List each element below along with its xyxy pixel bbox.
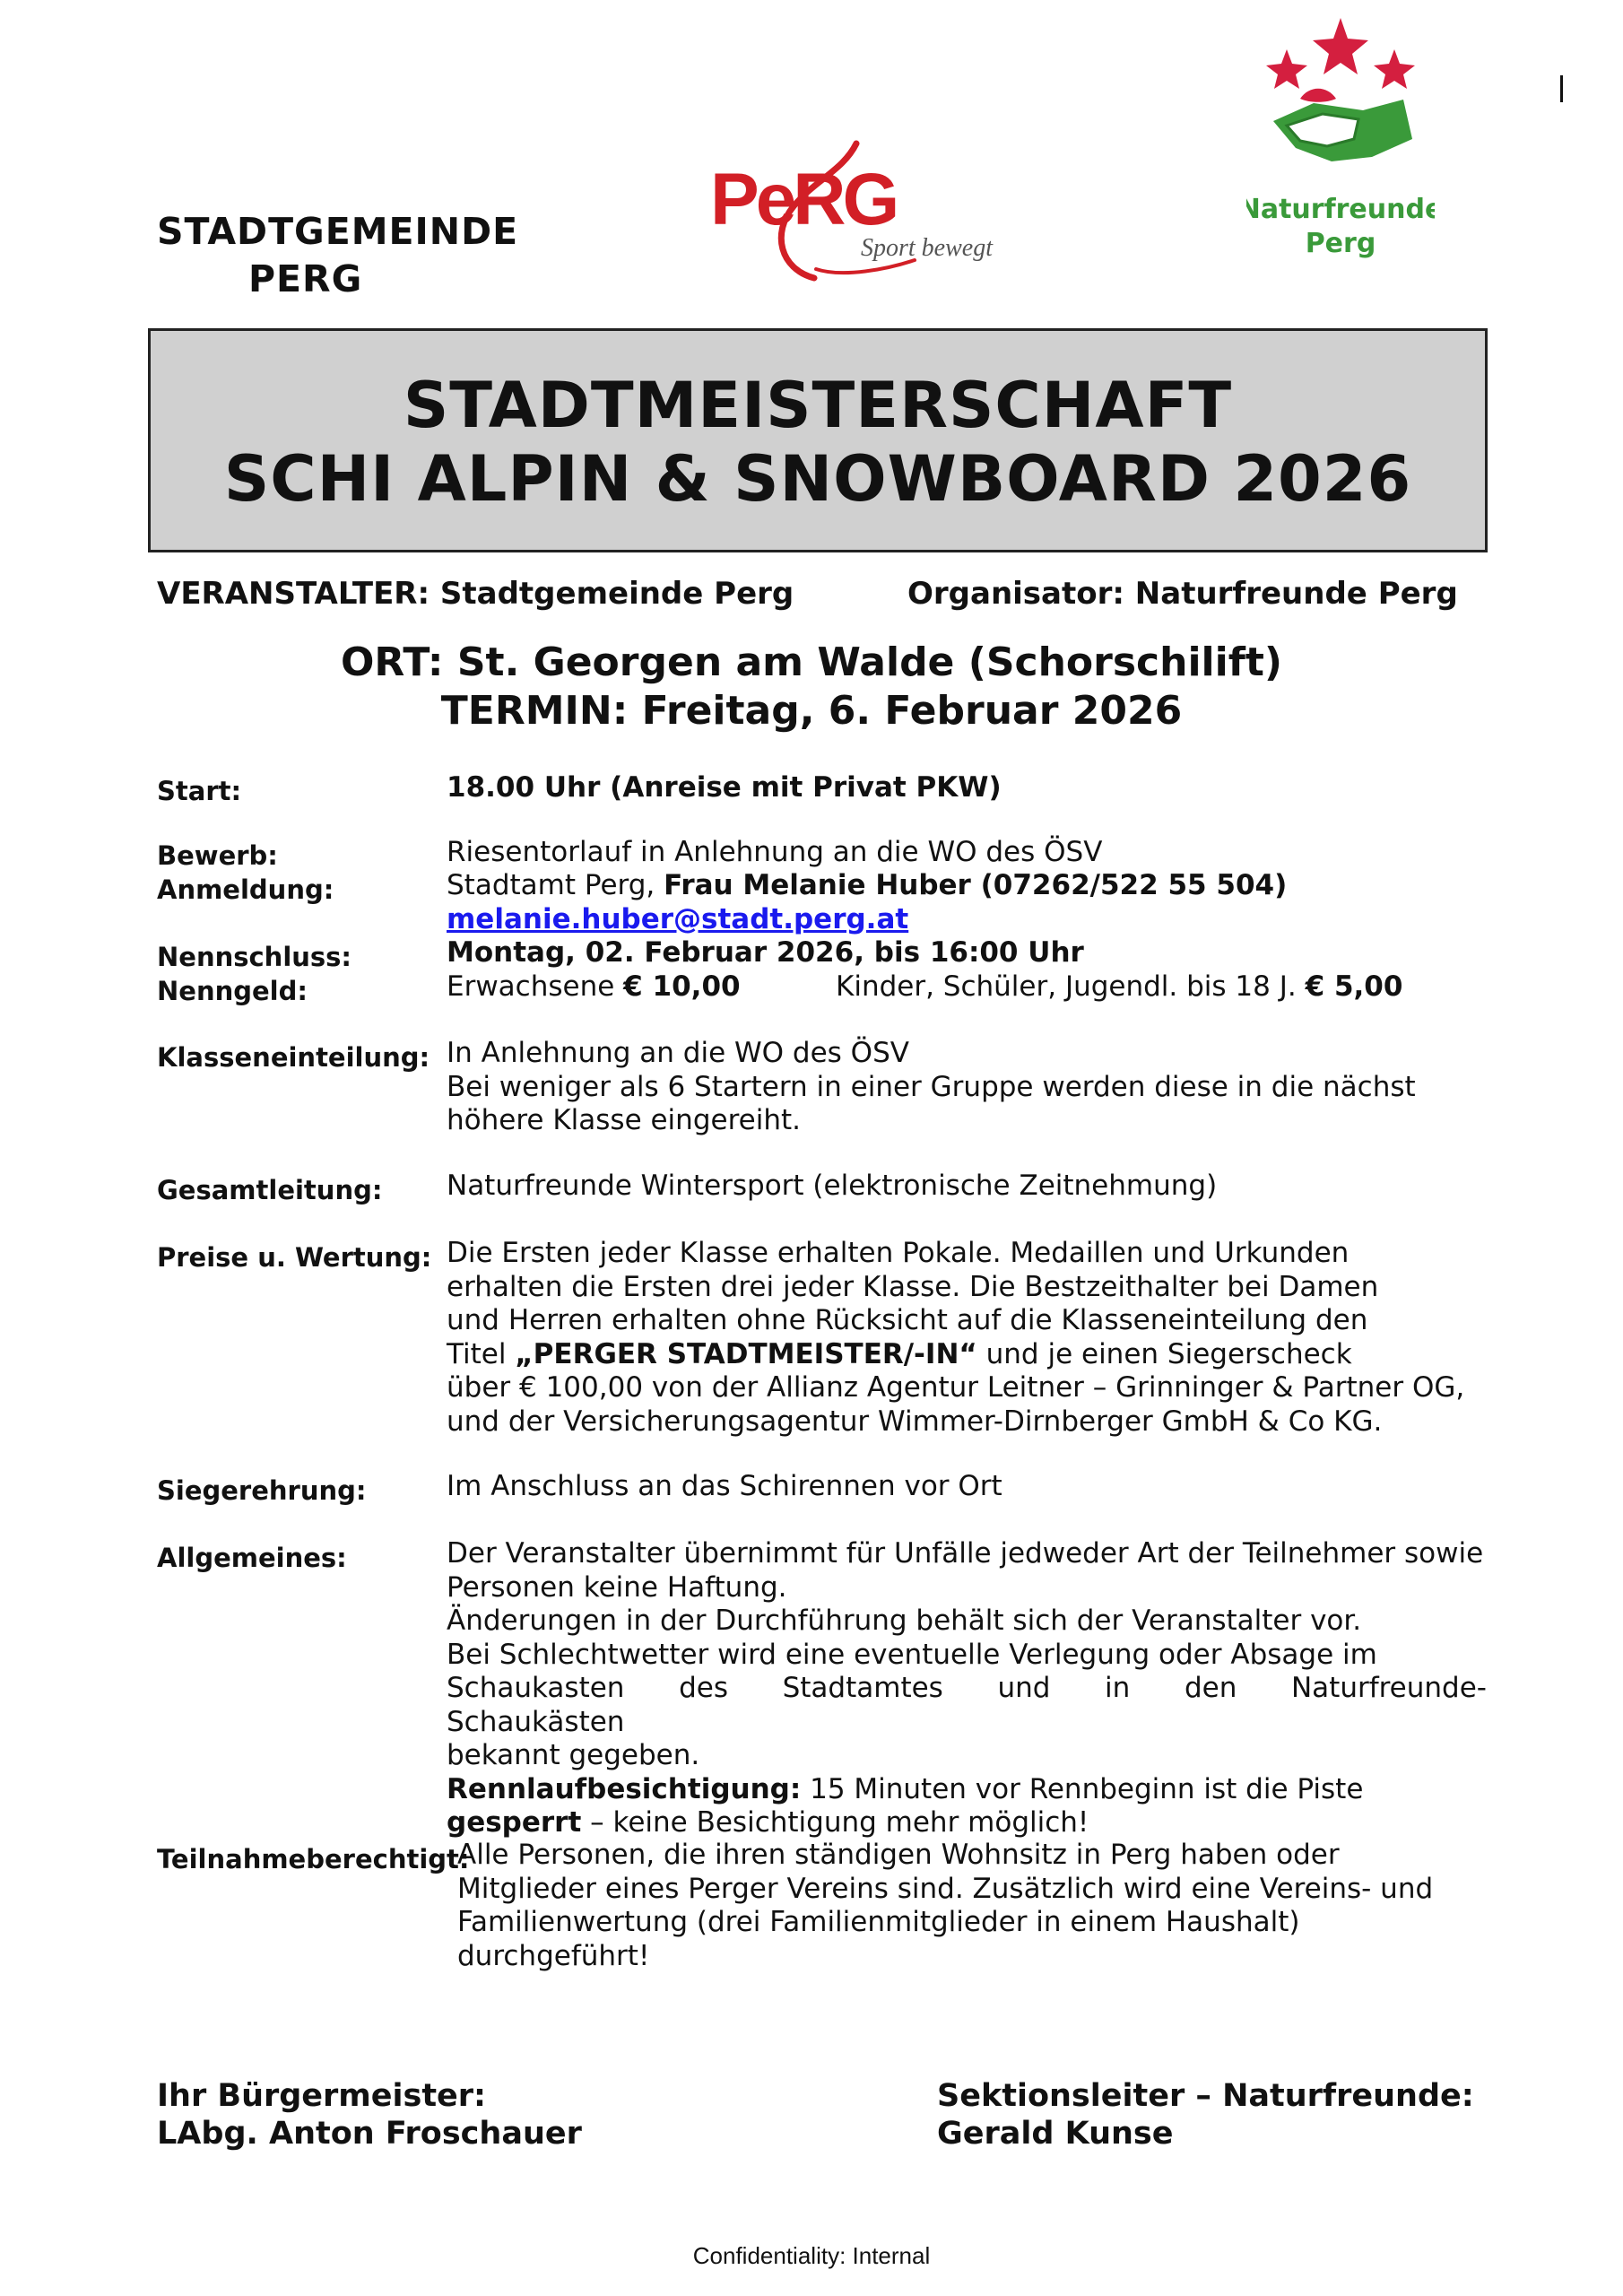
allgemeines-line: Personen keine Haftung.	[447, 1570, 787, 1604]
rennlauf-text: 15 Minuten vor Rennbeginn ist die Piste	[801, 1772, 1364, 1805]
sieger-label: Siegerehrung:	[157, 1475, 367, 1506]
allgemeines-line	[447, 1773, 1487, 1807]
preise-line: und der Versicherungsagentur Wimmer-Dirnberger GmbH & Co KG.	[447, 1405, 1383, 1438]
preise-line: erhalten die Ersten drei jeder Klasse. Die Bestzeithalter bei Damen	[447, 1270, 1379, 1303]
start-label: Start:	[157, 776, 242, 806]
nennschluss-label: Nennschluss:	[157, 942, 352, 972]
municipality-line1: STADTGEMEINDE	[157, 210, 519, 253]
teilnahme-line: Mitglieder eines Perger Vereins sind. Zusätzlich wird eine Vereins- und	[457, 1872, 1434, 1905]
gesamt-value: Naturfreunde Wintersport (elektronische Zeitnehmung)	[447, 1170, 1218, 1202]
confidentiality-footer: Confidentiality: Internal	[692, 2242, 931, 2269]
klassen-line: Bei weniger als 6 Startern in einer Gruppe werden diese in die nächst	[447, 1070, 1416, 1103]
nenngeld-label: Nenngeld:	[157, 976, 308, 1006]
allgemeines-line: Änderungen in der Durchführung behält sich der Veranstalter vor.	[447, 1605, 1362, 1637]
naturfreunde-logo-line1: Naturfreunde	[1246, 194, 1435, 225]
preise-line: Die Ersten jeder Klasse erhalten Pokale. Medaillen und Urkunden	[447, 1237, 1350, 1269]
allgemeines-line	[447, 1806, 1487, 1840]
naturfreunde-logo-graphic	[1246, 13, 1435, 269]
nenngeld-child-label: Kinder, Schüler, Jugendl. bis 18 J.	[836, 970, 1306, 1003]
anmeldung-prefix: Stadtamt Perg,	[447, 869, 664, 901]
title-box	[148, 328, 1488, 552]
title-line1: STADTMEISTERSCHAFT	[403, 369, 1233, 442]
bewerb-value: Riesentorlauf in Anlehnung an die WO des ÖSV	[447, 836, 1103, 868]
allgemeines-line: Der Veranstalter übernimmt für Unfälle jedweder Art der Teilnehmer sowie	[447, 1537, 1484, 1570]
preise-title-suffix: und je einen Siegerscheck	[976, 1337, 1352, 1370]
perg-logo-text: PeRG	[710, 159, 897, 240]
allgemeines-value	[447, 1537, 1487, 1840]
rennlauf-label: Rennlaufbesichtigung:	[447, 1772, 802, 1805]
nenngeld-adult	[447, 970, 741, 1004]
nennschluss-value: Montag, 02. Februar 2026, bis 16:00 Uhr	[447, 936, 1084, 969]
gesperrt-label: gesperrt	[447, 1806, 582, 1839]
preise-label: Preise u. Wertung:	[157, 1242, 432, 1273]
anmeldung-value	[447, 869, 1287, 936]
preise-title-bold: „PERGER STADTMEISTER/-IN“	[515, 1337, 977, 1370]
organisator: Organisator: Naturfreunde Perg	[907, 576, 1458, 612]
veranstalter: VERANSTALTER: Stadtgemeinde Perg	[157, 576, 794, 612]
teilnahme-line: durchgeführt!	[457, 1939, 650, 1972]
email-link[interactable]: melanie.huber@stadt.perg.at	[447, 902, 909, 935]
location: ORT: St. Georgen am Walde (Schorschilift)	[341, 639, 1282, 685]
event-date: TERMIN: Freitag, 6. Februar 2026	[440, 688, 1183, 734]
klassen-line: höhere Klasse eingereiht.	[447, 1104, 801, 1136]
teilnahme-value	[457, 1839, 1433, 1973]
preise-line: und Herren erhalten ohne Rücksicht auf die Klasseneinteilung den	[447, 1304, 1368, 1336]
municipality-name	[157, 208, 518, 303]
nenngeld-adult-label: Erwachsene	[447, 970, 624, 1003]
bewerb-label: Bewerb:	[157, 840, 278, 871]
allgemeines-label: Allgemeines:	[157, 1543, 347, 1573]
preise-line: über € 100,00 von der Allianz Agentur Leitner – Grinninger & Partner OG,	[447, 1371, 1465, 1404]
allgemeines-line: bekannt gegeben.	[447, 1739, 700, 1771]
section-leader-name: Gerald Kunse	[937, 2116, 1174, 2152]
anmeldung-contact: Frau Melanie Huber (07262/522 55 504)	[664, 869, 1288, 901]
perg-logo-graphic	[708, 135, 1022, 287]
perg-logo	[708, 135, 1022, 287]
klassen-value	[447, 1037, 1416, 1138]
signature-left	[157, 2077, 582, 2152]
title-line2: SCHI ALPIN & SNOWBOARD 2026	[223, 442, 1412, 516]
signature-right	[937, 2077, 1474, 2152]
preise-title-prefix: Titel	[447, 1337, 516, 1370]
start-value: 18.00 Uhr (Anreise mit Privat PKW)	[447, 771, 1002, 804]
naturfreunde-logo	[1246, 13, 1435, 269]
anmeldung-label: Anmeldung:	[157, 874, 334, 905]
perg-logo-tagline: Sport bewegt	[861, 234, 993, 262]
klassen-line: In Anlehnung an die WO des ÖSV	[447, 1037, 909, 1069]
teilnahme-line: Familienwertung (drei Familienmitglieder in einem Haushalt)	[457, 1906, 1300, 1938]
allgemeines-line: Schaukasten des Stadtamtes und in den Naturfreunde-Schaukästen	[447, 1672, 1487, 1738]
nenngeld-adult-price: € 10,00	[623, 970, 741, 1003]
sieger-value: Im Anschluss an das Schirennen vor Ort	[447, 1470, 1002, 1502]
gesamt-label: Gesamtleitung:	[157, 1175, 383, 1205]
mayor-title: Ihr Bürgermeister:	[157, 2078, 487, 2114]
margin-marker	[1560, 75, 1563, 102]
preise-line	[447, 1338, 1464, 1372]
teilnahme-label: Teilnahmeberechtigt:	[157, 1844, 470, 1874]
nenngeld-child	[836, 970, 1402, 1004]
nenngeld-child-price: € 5,00	[1305, 970, 1403, 1003]
municipality-line2: PERG	[248, 257, 363, 300]
teilnahme-line: Alle Personen, die ihren ständigen Wohnsitz in Perg haben oder	[457, 1839, 1340, 1871]
mayor-name: LAbg. Anton Froschauer	[157, 2116, 582, 2152]
gesperrt-text: – keine Besichtigung mehr möglich!	[581, 1806, 1089, 1839]
klassen-label: Klasseneinteilung:	[157, 1042, 430, 1073]
section-leader-title: Sektionsleiter – Naturfreunde:	[937, 2078, 1474, 2114]
allgemeines-line: Bei Schlechtwetter wird eine eventuelle Verlegung oder Absage im	[447, 1638, 1377, 1671]
preise-value	[447, 1237, 1464, 1439]
naturfreunde-logo-line2: Perg	[1305, 228, 1376, 259]
